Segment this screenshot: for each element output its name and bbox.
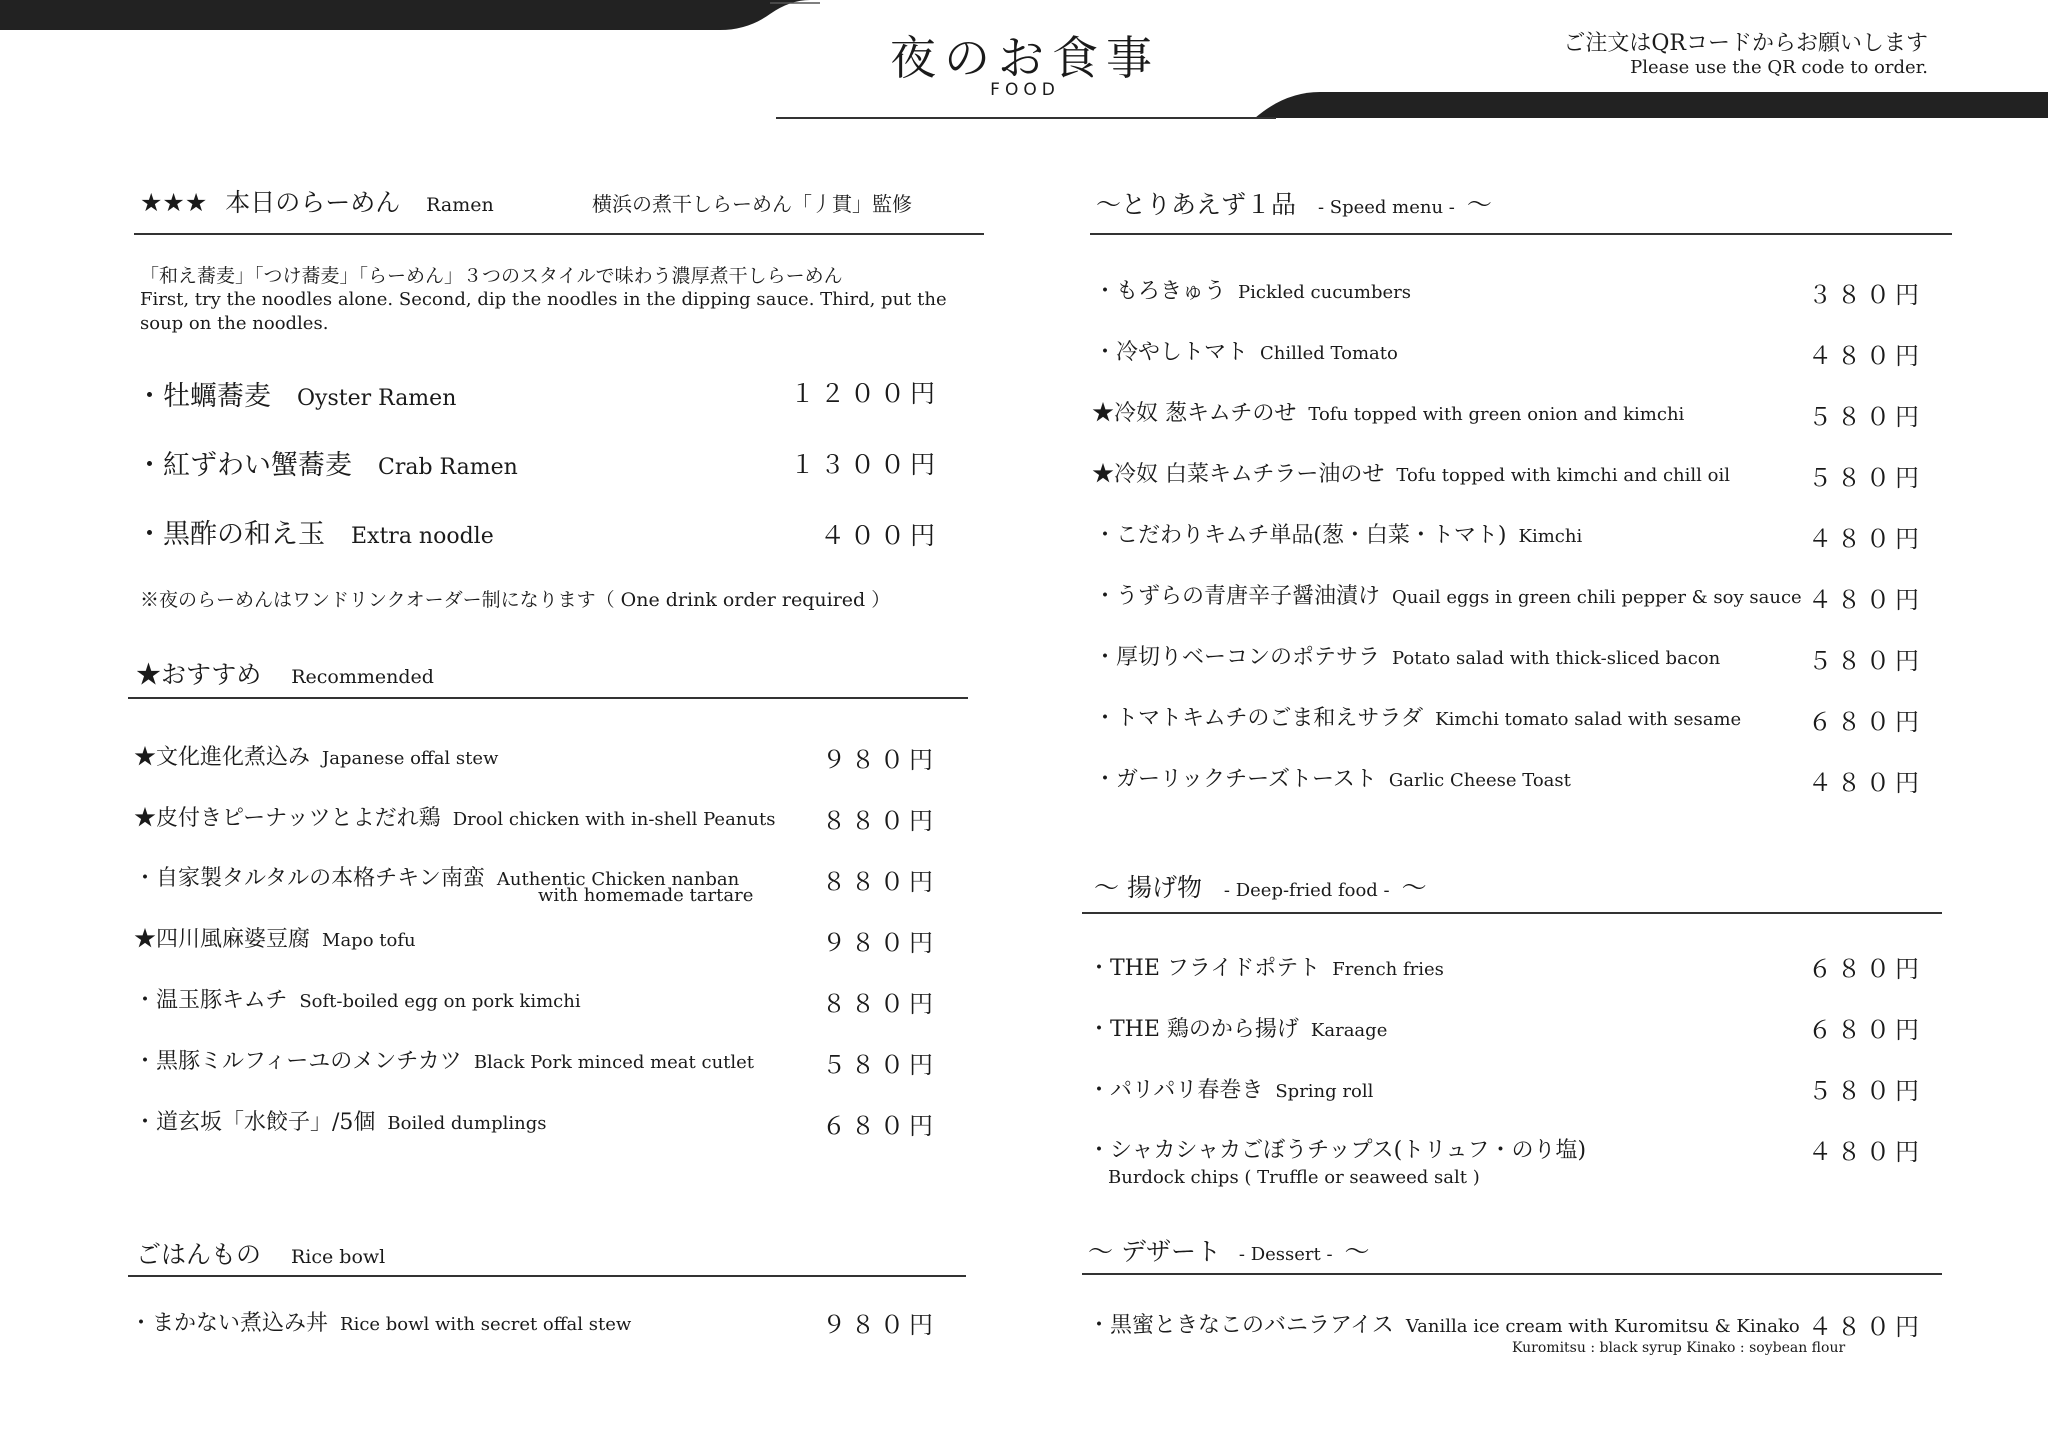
item-price: ４８０円 xyxy=(1808,525,1924,553)
header-band-left xyxy=(0,0,820,34)
ramen-description-en-2: soup on the noodles. xyxy=(140,313,329,334)
item-price: ８８０円 xyxy=(822,868,938,896)
section-heading-ramen xyxy=(140,183,494,219)
item-name-jp: ・黒豚ミルフィーユのメンチカツ xyxy=(134,1049,462,1074)
item-price: ４８０円 xyxy=(1808,769,1924,797)
menu-item xyxy=(1092,396,1684,427)
menu-item xyxy=(1094,335,1398,366)
item-price: ５８０円 xyxy=(1808,403,1924,431)
menu-item xyxy=(136,512,494,551)
title-divider xyxy=(776,117,1276,119)
ramen-drink-note: ※夜のらーめんはワンドリンクオーダー制になります（ One drink order required ） xyxy=(140,589,891,611)
item-name-en: Mapo tofu xyxy=(322,930,416,951)
item-name-en: Rice bowl with secret offal stew xyxy=(340,1314,632,1335)
item-price: ９８０円 xyxy=(822,929,938,957)
item-price: １２００円 xyxy=(789,379,940,408)
item-price: ９８０円 xyxy=(822,1311,938,1339)
menu-item xyxy=(1094,274,1411,305)
menu-item xyxy=(134,1044,754,1075)
item-name-en: Spring roll xyxy=(1275,1081,1374,1102)
item-name-en: Oyster Ramen xyxy=(297,386,457,411)
item-price: ６８０円 xyxy=(1808,708,1924,736)
item-name-en: Potato salad with thick-sliced bacon xyxy=(1392,648,1721,669)
item-name-en: Tofu topped with green onion and kimchi xyxy=(1308,404,1685,425)
item-name-en: Authentic Chicken nanban xyxy=(496,869,740,890)
item-name-jp: ・シャカシャカごぼうチップス(トリュフ・のり塩) xyxy=(1088,1138,1587,1163)
item-price: ６８０円 xyxy=(822,1112,938,1140)
ramen-description-jp: 「和え蕎麦」「つけ蕎麦」「らーめん」３つのスタイルで味わう濃厚煮干しらーめん xyxy=(140,265,843,287)
menu-item xyxy=(1094,518,1582,549)
menu-item xyxy=(134,922,416,953)
item-price: ３８０円 xyxy=(1808,281,1924,309)
section-title-jp: 〜とりあえず１品 xyxy=(1096,190,1297,219)
menu-item xyxy=(1094,701,1741,732)
menu-item xyxy=(1088,1073,1373,1104)
item-name-jp: ・ガーリックチーズトースト xyxy=(1094,767,1377,792)
section-title-en: Rice bowl xyxy=(290,1246,386,1268)
section-divider xyxy=(1090,233,1952,235)
section-title-jp: 本日のらーめん xyxy=(225,188,401,217)
item-name-jp: ・自家製タルタルの本格チキン南蛮 xyxy=(134,866,485,891)
item-name-jp: ・厚切りベーコンのポテサラ xyxy=(1094,645,1381,670)
menu-item xyxy=(1094,762,1571,793)
item-name-en: Drool chicken with in-shell Peanuts xyxy=(452,809,776,830)
rating-stars: ★★★ xyxy=(140,188,208,217)
item-name-jp: ・まかない煮込み丼 xyxy=(130,1311,329,1336)
section-title-tail: 〜 xyxy=(1401,873,1427,902)
item-price: ６８０円 xyxy=(1808,1016,1924,1044)
item-name-en: Vanilla ice cream with Kuromitsu & Kinako xyxy=(1405,1316,1800,1337)
item-price: ５８０円 xyxy=(822,1051,938,1079)
menu-item xyxy=(134,1105,546,1136)
item-name-jp: ・もろきゅう xyxy=(1094,279,1227,304)
item-name-en-line2: with homemade tartare xyxy=(538,885,754,906)
item-price: ４８０円 xyxy=(1808,586,1924,614)
menu-item xyxy=(136,443,518,482)
item-name-en: Crab Ramen xyxy=(378,455,518,480)
menu-item xyxy=(1094,579,1802,610)
section-title-jp: ごはんもの xyxy=(136,1240,262,1269)
menu-item xyxy=(1088,951,1444,982)
item-name-jp: ・こだわりキムチ単品(葱・白菜・トマト) xyxy=(1094,523,1507,548)
item-name-en: Extra noodle xyxy=(351,524,494,549)
menu-item xyxy=(1088,1308,1800,1339)
item-name-jp: ★冷奴 白菜キムチラー油のせ xyxy=(1092,462,1385,487)
section-heading-deep-fried xyxy=(1094,868,1427,904)
section-title-tail: 〜 xyxy=(1466,190,1492,219)
item-name-jp: ★文化進化煮込み xyxy=(134,745,311,770)
menu-item xyxy=(1088,1012,1387,1043)
section-divider xyxy=(128,1275,966,1277)
item-name-en: Pickled cucumbers xyxy=(1238,282,1411,303)
menu-item xyxy=(134,983,581,1014)
item-name-en: Burdock chips ( Truffle or seaweed salt ) xyxy=(1108,1167,1480,1188)
item-price: ８８０円 xyxy=(822,990,938,1018)
section-divider xyxy=(1082,912,1942,914)
section-title-en: Ramen xyxy=(426,194,494,216)
menu-item xyxy=(130,1306,631,1337)
section-heading-dessert xyxy=(1088,1232,1370,1268)
menu-item xyxy=(1092,457,1730,488)
item-name-jp: ・牡蠣蕎麦 xyxy=(136,381,271,412)
item-name-jp: ・うずらの青唐辛子醤油漬け xyxy=(1094,584,1381,609)
item-name-jp: ★四川風麻婆豆腐 xyxy=(134,927,311,952)
menu-item xyxy=(134,801,775,832)
item-name-jp: ・パリパリ春巻き xyxy=(1088,1078,1264,1103)
item-name-jp: ・温玉豚キムチ xyxy=(134,988,288,1013)
section-divider xyxy=(128,697,968,699)
menu-item xyxy=(1094,640,1720,671)
section-heading-recommended xyxy=(136,655,434,691)
menu-item xyxy=(136,374,456,413)
section-divider xyxy=(1082,1273,1942,1275)
item-name-jp: ・トマトキムチのごま和えサラダ xyxy=(1094,706,1424,731)
item-price: ５８０円 xyxy=(1808,647,1924,675)
item-name-jp: ・THE 鶏のから揚げ xyxy=(1088,1017,1299,1042)
item-price: ６８０円 xyxy=(1808,955,1924,983)
section-title-en: - Dessert - xyxy=(1238,1244,1333,1265)
item-name-en: Kimchi xyxy=(1518,526,1583,547)
item-price: ９８０円 xyxy=(822,746,938,774)
page-subtitle: FOOD xyxy=(990,80,1060,100)
section-title-jp: 〜 デザート xyxy=(1088,1237,1221,1266)
menu-item xyxy=(134,740,498,771)
item-name-jp: ★皮付きピーナッツとよだれ鶏 xyxy=(134,806,441,831)
item-price: ４８０円 xyxy=(1808,1313,1924,1341)
item-name-en: Quail eggs in green chili pepper & soy sauce xyxy=(1392,587,1802,608)
item-price: ４００円 xyxy=(819,521,940,550)
item-price: ５８０円 xyxy=(1808,1077,1924,1105)
item-name-jp: ・THE フライドポテト xyxy=(1088,956,1321,981)
item-name-en: Boiled dumplings xyxy=(387,1113,547,1134)
item-name-jp: ・道玄坂「水餃子」/5個 xyxy=(134,1110,376,1135)
item-name-en: Karaage xyxy=(1310,1020,1388,1041)
section-title-jp: ★おすすめ xyxy=(136,660,262,689)
item-name-en: Soft-boiled egg on pork kimchi xyxy=(299,991,581,1012)
section-title-en: - Speed menu - xyxy=(1317,197,1455,218)
item-name-en: Tofu topped with kimchi and chill oil xyxy=(1396,465,1730,486)
section-heading-rice xyxy=(136,1235,385,1271)
section-title-jp: 〜 揚げ物 xyxy=(1094,873,1202,902)
item-name-jp: ★冷奴 葱キムチのせ xyxy=(1092,401,1297,426)
item-name-jp: ・冷やしトマト xyxy=(1094,340,1249,365)
item-price: ５８０円 xyxy=(1808,464,1924,492)
section-title-en: Recommended xyxy=(291,666,434,688)
item-name-en: Black Pork minced meat cutlet xyxy=(473,1052,755,1073)
item-name-jp: ・黒酢の和え玉 xyxy=(136,519,325,550)
item-price: １３００円 xyxy=(789,450,940,479)
section-title-tail: 〜 xyxy=(1344,1237,1370,1266)
section-divider xyxy=(134,233,984,235)
item-price: ４８０円 xyxy=(1808,1138,1924,1166)
section-heading-speed-menu xyxy=(1096,185,1492,221)
item-name-en: Kimchi tomato salad with sesame xyxy=(1435,709,1742,730)
item-name-en: Garlic Cheese Toast xyxy=(1388,770,1571,791)
item-note: Kuromitsu : black syrup Kinako : soybean flour xyxy=(1512,1340,1846,1356)
order-instruction-en: Please use the QR code to order. xyxy=(1630,57,1928,78)
item-name-jp: ・黒蜜ときなこのバニラアイス xyxy=(1088,1313,1394,1338)
item-name-en: French fries xyxy=(1332,959,1444,980)
page-title: 夜のお食事 xyxy=(890,31,1160,85)
item-name-en: Chilled Tomato xyxy=(1260,343,1398,364)
order-instruction-jp: ご注文はQRコードからお願いします xyxy=(1563,31,1928,56)
item-price: ８８０円 xyxy=(822,807,938,835)
item-name-en: Japanese offal stew xyxy=(322,748,499,769)
ramen-description-en-1: First, try the noodles alone. Second, dip the noodles in the dipping sauce. Third, put the xyxy=(140,289,947,310)
section-title-en: - Deep-fried food - xyxy=(1223,880,1390,901)
ramen-supervisor: 横浜の煮干しらーめん「丿貫」監修 xyxy=(592,192,912,216)
menu-item xyxy=(1088,1133,1586,1164)
item-name-jp: ・紅ずわい蟹蕎麦 xyxy=(136,450,352,481)
item-price: ４８０円 xyxy=(1808,342,1924,370)
